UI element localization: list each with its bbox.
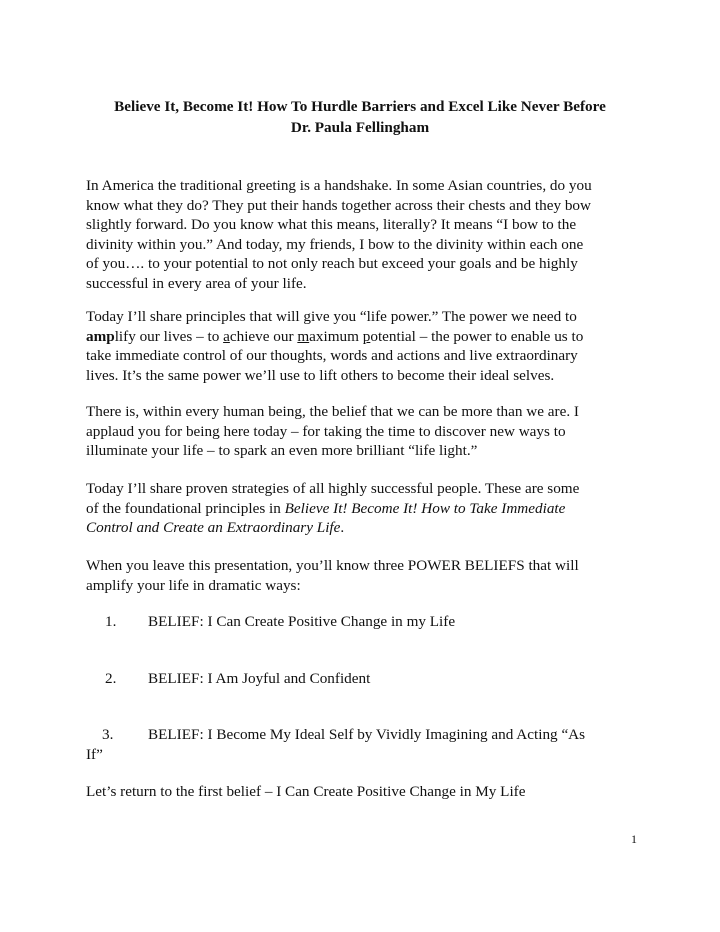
paragraph-line: Today I’ll share principles that will give you “life power.” The power we need to <box>86 308 577 325</box>
paragraph-line: take immediate control of our thoughts, words and actions and live extraordinary <box>86 347 578 365</box>
paragraph-line: of the foundational principles in Believe It! Become It! How to Take Immediate <box>86 499 566 517</box>
acronym-letter-p: p <box>362 327 371 345</box>
amp-acronym-bold: amp <box>86 327 115 345</box>
paragraph-line: of you…. to your potential to not only reach but exceed your goals and be highly <box>86 255 578 273</box>
paragraph-line: know what they do? They put their hands together across their chests and they bow <box>86 196 591 214</box>
paragraph-line: lives. It’s the same power we’ll use to lift others to become their ideal selves. <box>86 366 555 384</box>
paragraph-line: Today I’ll share proven strategies of all highly successful people. These are some <box>86 480 580 497</box>
page-number: 1 <box>631 832 637 846</box>
paragraph-line: amplify your life in dramatic ways: <box>86 576 301 594</box>
paragraph-line: divinity within you.” And today, my friends, I bow to the divinity within each one <box>86 235 584 253</box>
belief-text: BELIEF: I Am Joyful and Confident <box>148 670 371 687</box>
acronym-letter-a: a <box>223 327 230 345</box>
paragraph-line: When you leave this presentation, you’ll know three POWER BELIEFS that will <box>86 557 579 574</box>
closing-line: Let’s return to the first belief – I Can Create Positive Change in My Life <box>86 783 526 800</box>
paragraph-power-beliefs-intro <box>86 556 646 595</box>
paragraph-line: slightly forward. Do you know what this means, literally? It means “I bow to the <box>86 216 577 234</box>
book-title: Believe It! Become It! How to Take Immediate <box>284 499 566 517</box>
paragraph-line: There is, within every human being, the belief that we can be more than we are. I <box>86 403 579 420</box>
author-name: Dr. Paula Fellingham <box>290 119 430 136</box>
paragraph-line: Control and Create an Extraordinary Life. <box>86 519 345 537</box>
document-title: Believe It, Become It! How To Hurdle Barriers and Excel Like Never Before <box>114 98 606 115</box>
paragraph-belief <box>86 402 646 461</box>
paragraph-line: In America the traditional greeting is a handshake. In some Asian countries, do you <box>86 177 592 194</box>
paragraph-greeting <box>86 176 646 294</box>
list-number: 1. <box>105 613 117 630</box>
paragraph-strategies <box>86 479 646 538</box>
acronym-letter-m: m <box>297 327 310 345</box>
paragraph-line: illuminate your life – to spark an even more brilliant “life light.” <box>86 442 478 460</box>
list-number: 3. <box>102 726 114 743</box>
paragraph-life-power <box>86 307 646 385</box>
paragraph-line: successful in every area of your life. <box>86 274 307 292</box>
paragraph-line: applaud you for being here today – for taking the time to discover new ways to <box>86 422 566 440</box>
belief-text: BELIEF: I Can Create Positive Change in my Life <box>148 613 456 630</box>
paragraph-line-amp: amplify our lives – to achieve our maximum potential – the power to enable us to <box>86 327 584 345</box>
list-number: 2. <box>105 670 117 687</box>
book-title-continued: Control and Create an Extraordinary Life <box>86 519 341 537</box>
belief-text: BELIEF: I Become My Ideal Self by Vividly Imagining and Acting “As <box>148 726 586 743</box>
belief-text-continuation: If” <box>86 746 103 763</box>
